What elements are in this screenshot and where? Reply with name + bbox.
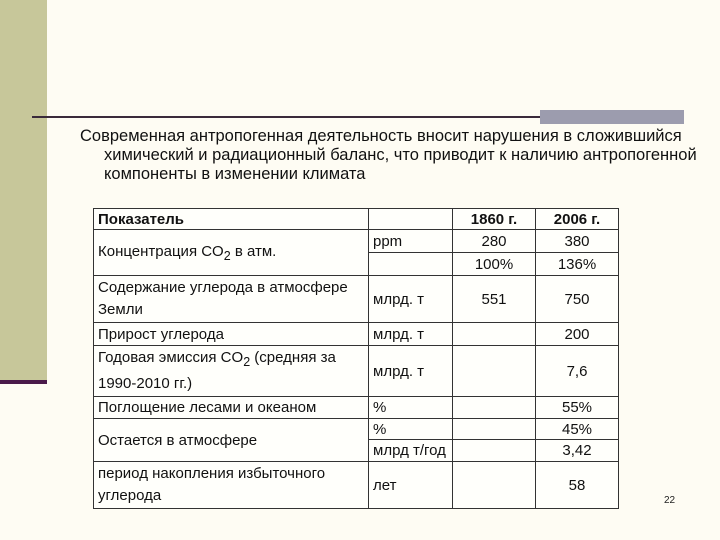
value-2006: 45% <box>536 419 619 440</box>
value-2006: 750 <box>536 276 619 323</box>
intro-paragraph: Современная антропогенная деятельность вносит нарушения в сложившийся химический и радиационный баланс, что приводит к наличию антропогенной компоненты в изменении климата <box>80 127 697 183</box>
value-1860 <box>453 462 536 509</box>
value-1860 <box>453 419 536 440</box>
indicator-cell: Остается в атмосфере <box>94 419 369 462</box>
unit-cell: млрд. т <box>369 323 453 346</box>
value-2006: 136% <box>536 253 619 276</box>
left-decorative-bar <box>0 0 47 384</box>
value-2006: 380 <box>536 230 619 253</box>
unit-cell: млрд. т <box>369 346 453 397</box>
indicator-co2-concentration: Концентрация $CO_2$ в атм. <box>94 230 369 276</box>
value-1860: 100% <box>453 253 536 276</box>
indicator-cell: Прирост углерода <box>94 323 369 346</box>
table-row <box>94 397 619 419</box>
header-1860: 1860 г. <box>453 209 536 230</box>
value-1860 <box>453 397 536 419</box>
divider-accent-block <box>540 110 684 124</box>
left-bar-bottom-edge <box>0 380 47 384</box>
value-2006: 55% <box>536 397 619 419</box>
table-row <box>94 230 619 253</box>
table-header-row <box>94 209 619 230</box>
table-row <box>94 276 619 323</box>
table-row <box>94 346 619 397</box>
value-1860: 551 <box>453 276 536 323</box>
unit-cell: млрд. т <box>369 276 453 323</box>
page-number: 22 <box>664 495 676 506</box>
value-2006: 58 <box>536 462 619 509</box>
value-1860: 280 <box>453 230 536 253</box>
header-2006: 2006 г. <box>536 209 619 230</box>
value-2006: 3,42 <box>536 440 619 462</box>
table-row <box>94 462 619 509</box>
carbon-balance-table <box>93 208 619 509</box>
value-1860 <box>453 440 536 462</box>
value-2006: 7,6 <box>536 346 619 397</box>
unit-cell: млрд т/год <box>369 440 453 462</box>
indicator-cell: период накопления избыточного углерода <box>94 462 369 509</box>
indicator-cell: Поглощение лесами и океаном <box>94 397 369 419</box>
unit-cell <box>369 253 453 276</box>
table-row <box>94 323 619 346</box>
unit-cell: ppm <box>369 230 453 253</box>
indicator-co2-emission: Годовая эмиссия $CO_2$ (средняя за 1990-2010 гг.) <box>94 346 369 397</box>
value-1860 <box>453 323 536 346</box>
table-row <box>94 419 619 440</box>
header-unit <box>369 209 453 230</box>
unit-cell: % <box>369 397 453 419</box>
unit-cell: лет <box>369 462 453 509</box>
indicator-cell: Содержание углерода в атмосфере Земли <box>94 276 369 323</box>
header-indicator: Показатель <box>94 209 369 230</box>
unit-cell: % <box>369 419 453 440</box>
value-2006: 200 <box>536 323 619 346</box>
value-1860 <box>453 346 536 397</box>
